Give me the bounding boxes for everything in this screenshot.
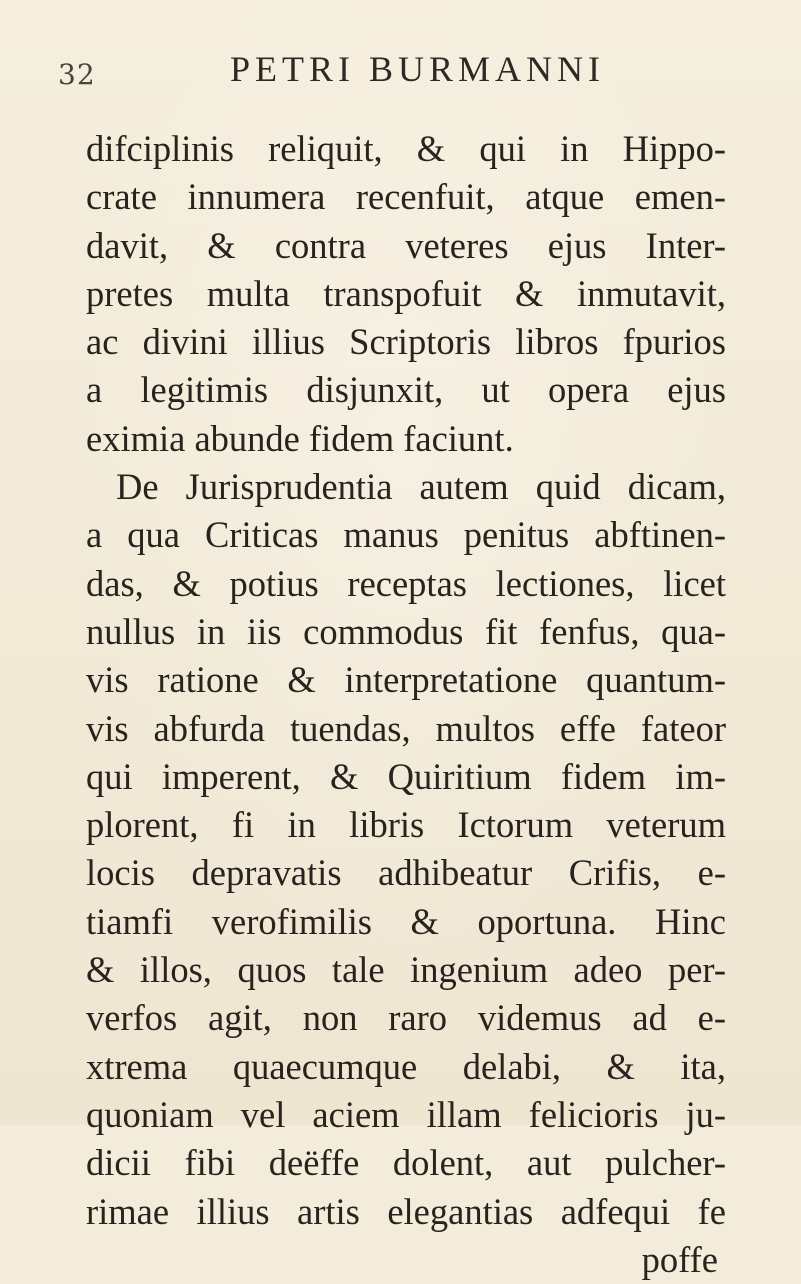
text-line: das, & potius receptas lectiones, licet — [86, 562, 726, 604]
text-line: plorent, fi in libris Ictorum veterum — [86, 804, 726, 846]
text-line: qui imperent, & Quiritium fidem im- — [86, 755, 726, 797]
text-line: eximia abunde fidem faciunt. — [86, 417, 514, 459]
text-line: a qua Criticas manus penitus abftinen- — [86, 514, 726, 556]
running-head — [58, 48, 758, 96]
text-line: quoniam vel aciem illam felicioris ju- — [86, 1093, 726, 1135]
text-line: vis abfurda tuendas, multos effe fateor — [86, 707, 726, 749]
catchword: poffe — [641, 1238, 718, 1280]
text-line: vis ratione & interpretatione quantum- — [86, 659, 726, 701]
text-line: nullus in iis commodus fit fenfus, qua- — [86, 610, 726, 652]
paragraph-start-line: De Jurisprudentia autem quid dicam, — [116, 466, 726, 508]
page-number: 32 — [58, 58, 96, 91]
text-line: dicii fibi deëffe dolent, aut pulcher- — [86, 1142, 726, 1184]
text-line: verfos agit, non raro videmus ad e- — [86, 997, 726, 1039]
text-line: difciplinis reliquit, & qui in Hippo- — [86, 128, 726, 169]
text-line: davit, & contra veteres ejus Inter- — [86, 224, 726, 266]
text-line: tiamfi verofimilis & oportuna. Hinc — [86, 900, 726, 942]
text-line: locis depravatis adhibeatur Crifis, e- — [86, 852, 726, 894]
text-line: a legitimis disjunxit, ut opera ejus — [86, 369, 726, 411]
text-line: xtrema quaecumque delabi, & ita, — [86, 1045, 726, 1087]
text-line: crate innumera recenfuit, atque emen- — [86, 176, 726, 218]
running-title: PETRI BURMANNI — [230, 49, 606, 89]
text-line: pretes multa transpofuit & inmutavit, — [86, 272, 726, 314]
text-line: & illos, quos tale ingenium adeo per- — [86, 949, 726, 991]
text-line: rimae illius artis elegantias adfequi fe — [86, 1190, 726, 1232]
text-line: ac divini illius Scriptoris libros fpurios — [86, 321, 726, 363]
body-text — [86, 125, 726, 1284]
